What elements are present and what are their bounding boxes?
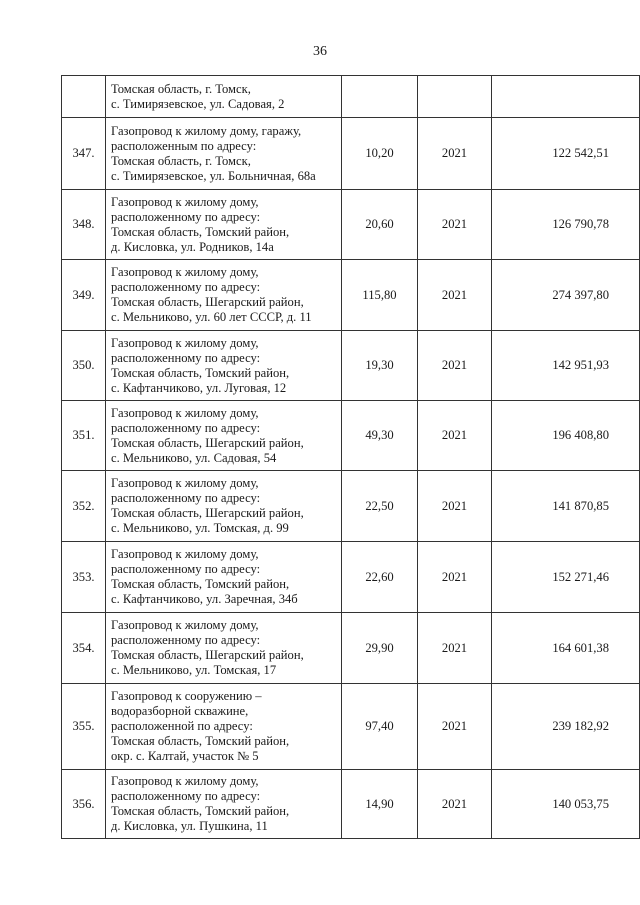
row-number-cell: 350.	[62, 331, 106, 401]
year-cell: 2021	[418, 331, 492, 401]
year-cell: 2021	[418, 684, 492, 770]
cost-cell: 141 870,85	[492, 471, 640, 542]
object-name-line: Томская область, Томский район,	[111, 365, 290, 380]
object-name-cell	[106, 613, 342, 684]
object-name-line: расположенному по адресу:	[111, 280, 261, 294]
object-name-line: расположенному по адресу:	[111, 209, 261, 224]
table-row	[62, 190, 640, 260]
table-row	[62, 118, 640, 190]
row-number-cell: 351.	[62, 401, 106, 471]
year-cell	[418, 76, 492, 118]
object-name-line: Газопровод к жилому дому,	[111, 265, 259, 279]
length-cell	[342, 76, 418, 118]
object-name-line: Томская область, Шегарский район,	[111, 506, 304, 520]
length-cell: 22,50	[342, 471, 418, 542]
length-cell: 20,60	[342, 190, 418, 260]
row-number-cell: 348.	[62, 190, 106, 260]
table-row	[62, 260, 640, 331]
object-name-line: д. Кисловка, ул. Родников, 14а	[111, 239, 274, 254]
year-cell: 2021	[418, 471, 492, 542]
length-cell: 97,40	[342, 684, 418, 770]
table-row	[62, 401, 640, 471]
cost-cell	[492, 76, 640, 118]
length-cell: 14,90	[342, 770, 418, 839]
cost-cell: 140 053,75	[492, 770, 640, 839]
year-cell: 2021	[418, 401, 492, 471]
object-name-line: с. Мельниково, ул. Томская, д. 99	[111, 521, 289, 535]
object-name-cell	[106, 542, 342, 613]
row-number-cell	[62, 76, 106, 118]
object-name-line: с. Тимирязевское, ул. Больничная, 68а	[111, 168, 316, 183]
object-name-cell	[106, 118, 342, 190]
object-name-line: Томская область, Томский район,	[111, 224, 290, 239]
object-name-line: с. Кафтанчиково, ул. Луговая, 12	[111, 380, 287, 395]
year-cell: 2021	[418, 190, 492, 260]
object-name-line: Газопровод к жилому дому,	[111, 547, 259, 561]
length-cell: 22,60	[342, 542, 418, 613]
row-number-cell: 356.	[62, 770, 106, 839]
table-row	[62, 471, 640, 542]
object-name-line: расположенной по адресу:	[111, 719, 253, 733]
cost-cell: 122 542,51	[492, 118, 640, 190]
object-name-cell	[106, 76, 342, 118]
object-name-line: расположенному по адресу:	[111, 562, 261, 576]
row-number-cell: 355.	[62, 684, 106, 770]
object-name-line: Газопровод к жилому дому,	[111, 476, 259, 490]
object-name-line: расположенным по адресу:	[111, 138, 257, 153]
object-name-line: Газопровод к жилому дому,	[111, 335, 259, 350]
length-cell: 29,90	[342, 613, 418, 684]
year-cell: 2021	[418, 770, 492, 839]
object-name-line: Томская область, г. Томск,	[111, 153, 251, 168]
object-name-cell	[106, 331, 342, 401]
table-row	[62, 76, 640, 118]
object-name-line: окр. с. Калтай, участок № 5	[111, 749, 259, 763]
object-name-line: Томская область, Шегарский район,	[111, 295, 304, 309]
object-name-cell	[106, 770, 342, 839]
cost-cell: 142 951,93	[492, 331, 640, 401]
table-body	[62, 76, 640, 839]
table-row	[62, 770, 640, 839]
object-name-line: Томская область, Томский район,	[111, 804, 290, 818]
object-name-line: расположенному по адресу:	[111, 420, 261, 435]
cost-cell: 126 790,78	[492, 190, 640, 260]
length-cell: 115,80	[342, 260, 418, 331]
object-name-line: Томская область, г. Томск,	[111, 81, 251, 96]
row-number-cell: 354.	[62, 613, 106, 684]
cost-cell: 239 182,92	[492, 684, 640, 770]
row-number-cell: 352.	[62, 471, 106, 542]
object-name-line: с. Мельниково, ул. Томская, 17	[111, 663, 277, 677]
object-name-cell	[106, 260, 342, 331]
object-name-line: Газопровод к жилому дому,	[111, 405, 259, 420]
object-name-line: Газопровод к жилому дому,	[111, 618, 259, 632]
object-name-line: Томская область, Шегарский район,	[111, 435, 304, 450]
year-cell: 2021	[418, 542, 492, 613]
object-name-line: Газопровод к жилому дому,	[111, 774, 259, 788]
year-cell: 2021	[418, 260, 492, 331]
object-name-cell	[106, 401, 342, 471]
object-name-line: Газопровод к жилому дому,	[111, 194, 259, 209]
cost-cell: 152 271,46	[492, 542, 640, 613]
object-name-line: с. Мельниково, ул. Садовая, 54	[111, 450, 277, 465]
object-name-line: с. Мельниково, ул. 60 лет СССР, д. 11	[111, 310, 312, 324]
object-name-line: д. Кисловка, ул. Пушкина, 11	[111, 819, 268, 833]
year-cell: 2021	[418, 118, 492, 190]
year-cell: 2021	[418, 613, 492, 684]
object-name-line: Томская область, Томский район,	[111, 734, 290, 748]
length-cell: 19,30	[342, 331, 418, 401]
length-cell: 10,20	[342, 118, 418, 190]
object-name-line: с. Тимирязевское, ул. Садовая, 2	[111, 96, 285, 111]
object-name-line: расположенному по адресу:	[111, 789, 261, 803]
cost-cell: 196 408,80	[492, 401, 640, 471]
object-name-line: Томская область, Томский район,	[111, 577, 290, 591]
registry-table	[61, 75, 640, 839]
row-number-cell: 353.	[62, 542, 106, 613]
cost-cell: 164 601,38	[492, 613, 640, 684]
row-number-cell: 349.	[62, 260, 106, 331]
object-name-cell	[106, 190, 342, 260]
object-name-line: водоразборной скважине,	[111, 704, 249, 718]
object-name-line: расположенному по адресу:	[111, 491, 261, 505]
object-name-line: Газопровод к жилому дому, гаражу,	[111, 123, 302, 138]
row-number-cell: 347.	[62, 118, 106, 190]
table-row	[62, 331, 640, 401]
object-name-line: расположенному по адресу:	[111, 350, 261, 365]
table-row	[62, 542, 640, 613]
cost-cell: 274 397,80	[492, 260, 640, 331]
object-name-line: расположенному по адресу:	[111, 633, 261, 647]
object-name-line: с. Кафтанчиково, ул. Заречная, 34б	[111, 592, 298, 606]
object-name-cell	[106, 684, 342, 770]
object-name-cell	[106, 471, 342, 542]
page-number: 36	[313, 44, 327, 59]
table-row	[62, 684, 640, 770]
length-cell: 49,30	[342, 401, 418, 471]
object-name-line: Газопровод к сооружению –	[111, 689, 262, 703]
table-row	[62, 613, 640, 684]
object-name-line: Томская область, Шегарский район,	[111, 648, 304, 662]
